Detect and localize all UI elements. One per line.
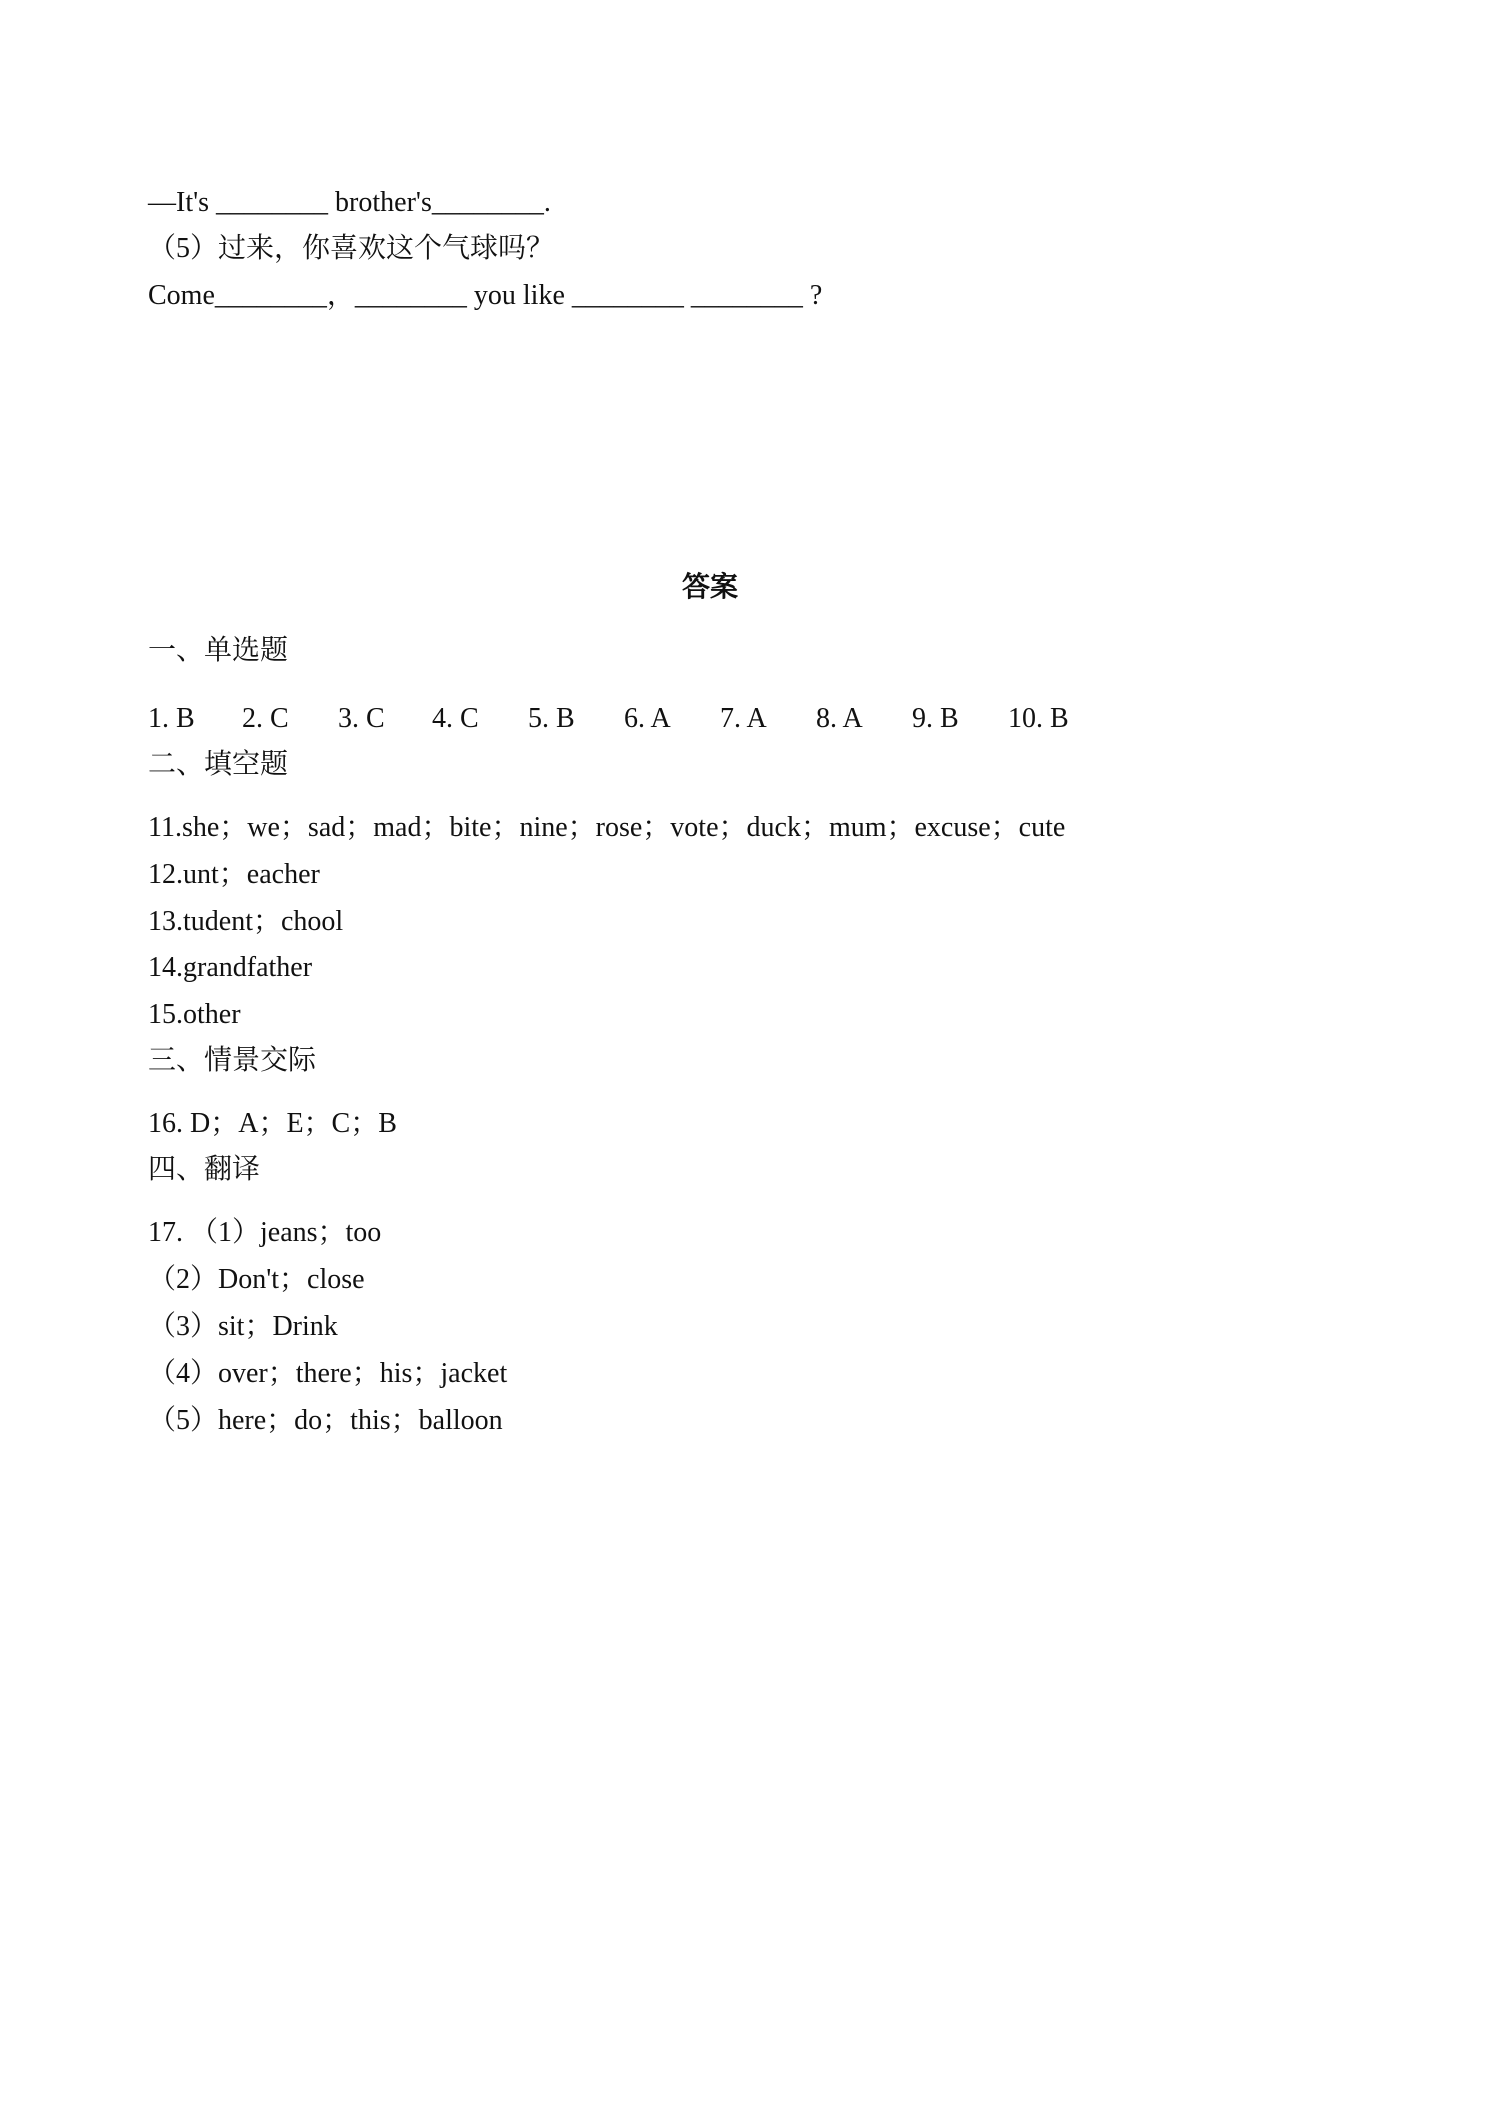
answer-item: 4. C	[432, 703, 479, 734]
question-line-dialog: —It's ________ brother's________.	[148, 187, 551, 218]
question-line-chinese: （5）过来，你喜欢这个气球吗？	[148, 233, 555, 264]
answer-item: 8. A	[816, 703, 863, 734]
answer-item: 9. B	[912, 703, 959, 734]
answer-item: 10. B	[1008, 703, 1069, 734]
question-line-blanks: Come________，________ you like ________ ________ ?	[148, 280, 823, 311]
answer-item: 5. B	[528, 703, 575, 734]
section-heading-fill-blank: 二、填空题	[148, 749, 289, 780]
answer-line: （3）sit；Drink	[148, 1311, 338, 1342]
answer-line: 13.tudent；chool	[148, 906, 344, 937]
answer-line: （5）here；do；this；balloon	[148, 1405, 503, 1436]
answer-line: （4）over；there；his；jacket	[148, 1358, 508, 1389]
single-choice-answers	[148, 702, 1348, 736]
answer-item: 3. C	[338, 703, 385, 734]
answer-item: 1. B	[148, 703, 195, 734]
section-heading-situational: 三、情景交际	[148, 1045, 317, 1076]
answer-line: 14.grandfather	[148, 952, 313, 983]
section-heading-translation: 四、翻译	[148, 1154, 261, 1185]
section-heading-single-choice: 一、单选题	[148, 635, 289, 666]
answer-line: 15.other	[148, 999, 241, 1030]
answer-line: 12.unt；eacher	[148, 859, 320, 890]
answer-item: 7. A	[720, 703, 767, 734]
answer-line: 17. （1）jeans；too	[148, 1217, 382, 1248]
answer-line: 11.she；we；sad；mad；bite；nine；rose；vote；duck；mum；excuse；cute	[148, 812, 1066, 843]
answer-title: 答案	[681, 572, 738, 603]
answer-item: 2. C	[242, 703, 289, 734]
answer-line: 16. D；A；E；C；B	[148, 1108, 397, 1139]
answer-line: （2）Don't；close	[148, 1264, 365, 1295]
answer-item: 6. A	[624, 703, 671, 734]
